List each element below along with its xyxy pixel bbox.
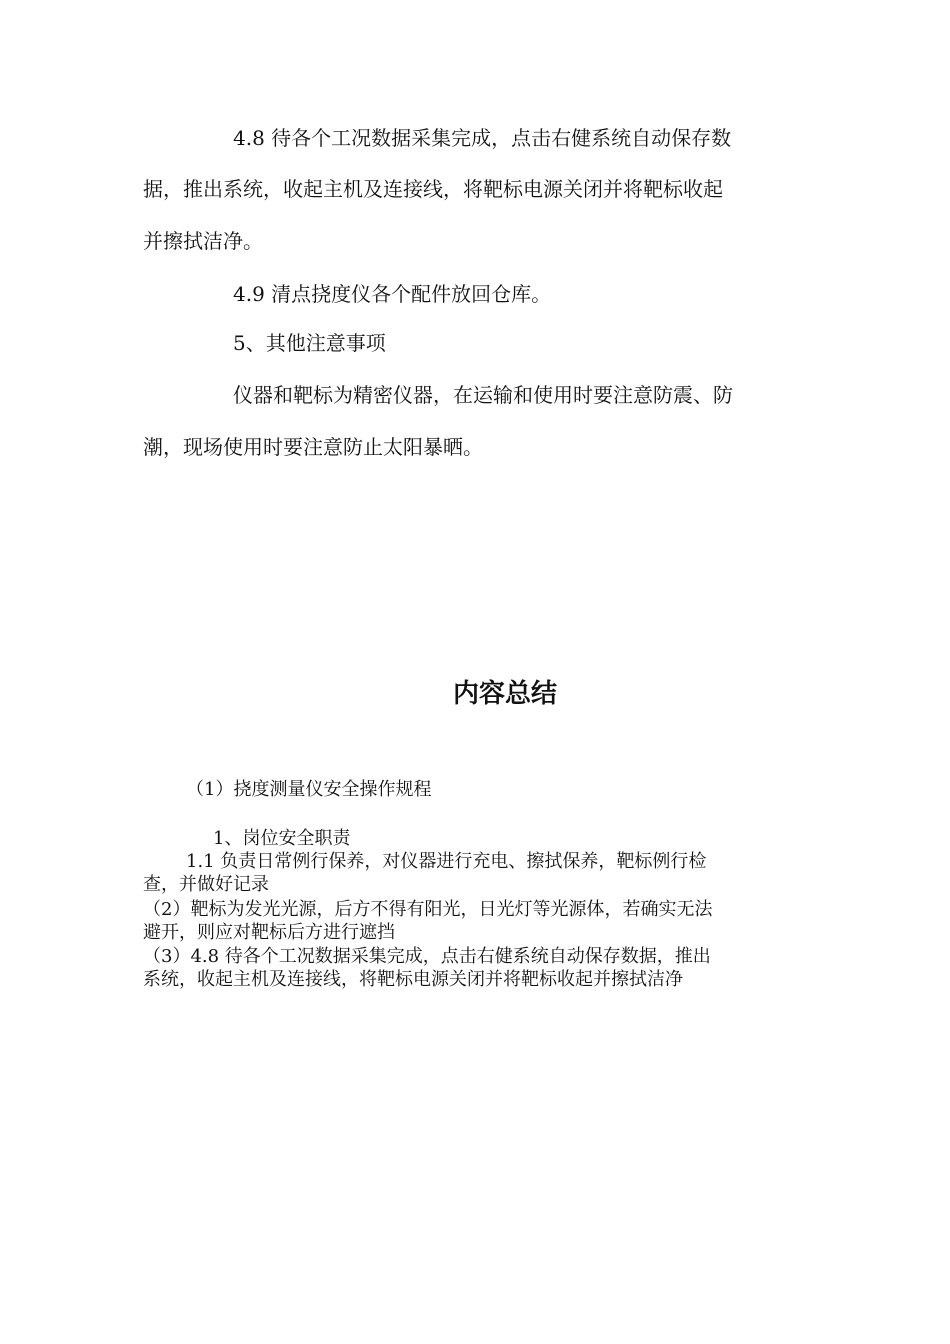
paragraph-line: 4.9 清点挠度仪各个配件放回仓库。	[233, 282, 552, 306]
summary-line: 1、岗位安全职责	[213, 828, 351, 849]
summary-line: 避开，则应对靶标后方进行遮挡	[143, 922, 395, 943]
summary-line: 查，并做好记录	[143, 874, 269, 895]
summary-line: （3）4.8 待各个工况数据采集完成，点击右健系统自动保存数据，推出	[143, 946, 711, 967]
summary-line: 1.1 负责日常例行保养，对仪器进行充电、擦拭保养，靶标例行检	[186, 851, 707, 872]
section-heading: 5、其他注意事项	[233, 331, 386, 355]
paragraph-line: 并擦拭洁净。	[143, 229, 263, 253]
summary-line: 系统，收起主机及连接线，将靶标电源关闭并将靶标收起并擦拭洁净	[143, 969, 683, 990]
summary-line: （1）挠度测量仪安全操作规程	[186, 779, 432, 800]
paragraph-line: 4.8 待各个工况数据采集完成，点击右健系统自动保存数	[233, 126, 732, 150]
summary-title: 内容总结	[452, 679, 557, 709]
summary-line: （2）靶标为发光光源，后方不得有阳光，日光灯等光源体，若确实无法	[143, 899, 713, 920]
paragraph-line: 潮，现场使用时要注意防止太阳暴晒。	[143, 435, 483, 459]
paragraph-line: 据，推出系统，收起主机及连接线，将靶标电源关闭并将靶标收起	[143, 177, 723, 201]
paragraph-line: 仪器和靶标为精密仪器，在运输和使用时要注意防震、防	[233, 383, 733, 407]
